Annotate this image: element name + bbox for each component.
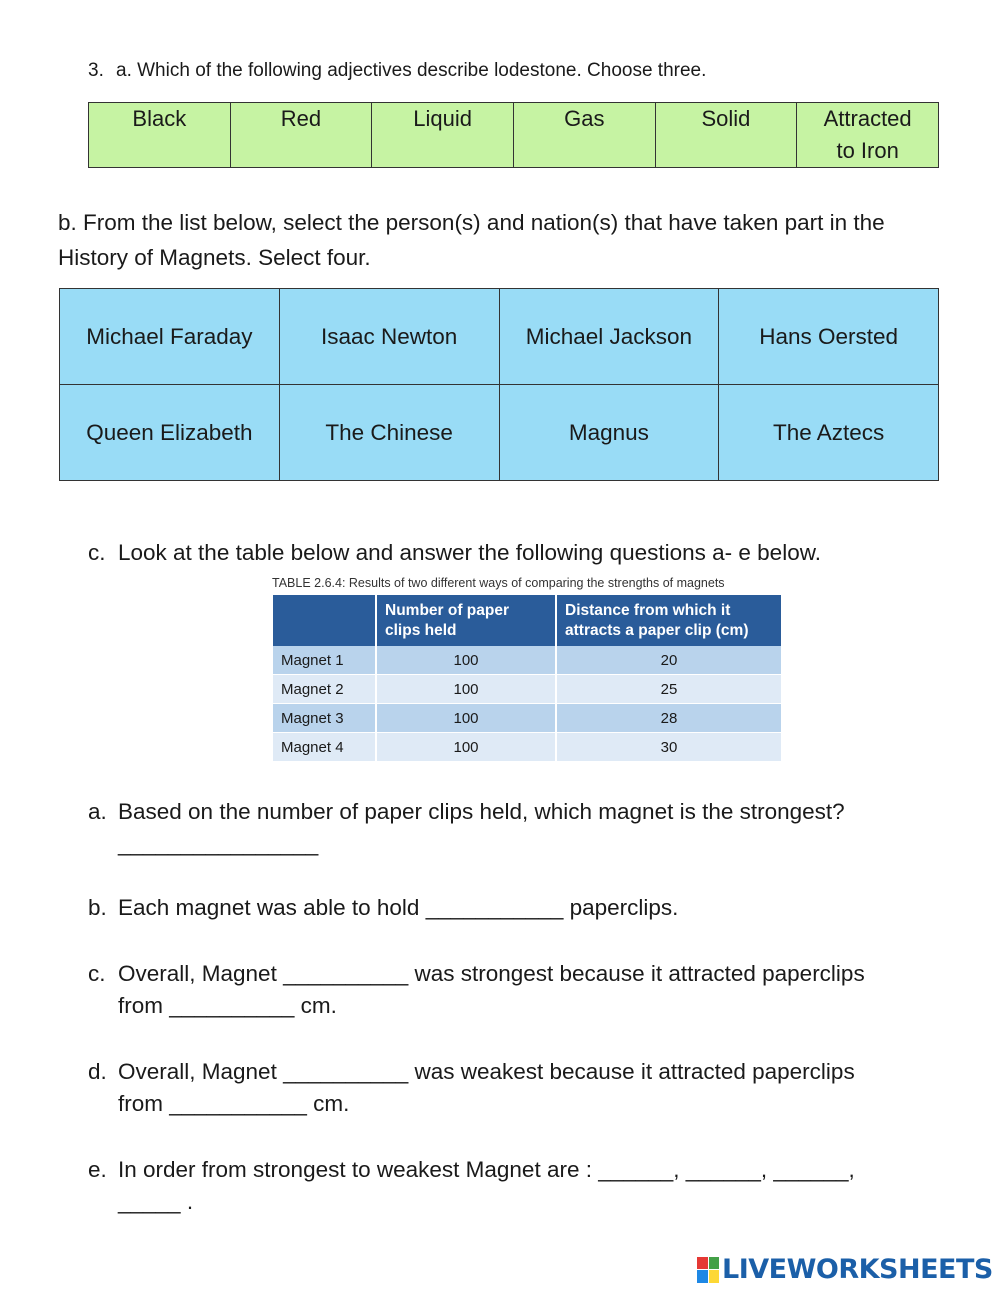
question-letter: e. <box>88 1157 107 1182</box>
row-label: Magnet 2 <box>273 675 376 704</box>
question-number: 3. <box>88 60 104 81</box>
question-c-instructions <box>88 536 821 570</box>
question-letter: b. <box>88 895 107 920</box>
option-cell[interactable]: Michael Jackson <box>499 289 719 385</box>
question-d-line2[interactable]: from ___________ cm. <box>118 1091 350 1116</box>
logo-text: LIVEWORKSHEETS <box>722 1254 993 1285</box>
clips-held-cell: 100 <box>376 675 556 704</box>
logo-square <box>697 1257 708 1270</box>
option-cell[interactable]: Solid <box>655 103 797 168</box>
logo-icon <box>697 1257 719 1283</box>
adjective-options-table <box>88 102 939 168</box>
question-b <box>88 892 948 924</box>
option-cell[interactable]: Black <box>89 103 231 168</box>
logo-square <box>709 1270 720 1283</box>
distance-cell: 28 <box>556 704 781 733</box>
row-label: Magnet 3 <box>273 704 376 733</box>
column-header <box>273 595 376 646</box>
logo-square <box>709 1257 720 1270</box>
table-row <box>273 646 781 675</box>
history-options-table <box>59 288 939 481</box>
option-cell[interactable]: The Chinese <box>279 385 499 481</box>
question-letter: c. <box>88 961 106 986</box>
question-a <box>88 796 948 860</box>
question-c-line2[interactable]: from __________ cm. <box>118 993 337 1018</box>
option-cell[interactable]: Liquid <box>372 103 514 168</box>
table-row <box>273 704 781 733</box>
question-d <box>88 1056 948 1120</box>
row-label: Magnet 1 <box>273 646 376 675</box>
question-letter: d. <box>88 1059 107 1084</box>
question-c <box>88 958 948 1022</box>
logo-square <box>697 1270 708 1283</box>
question-e <box>88 1154 948 1218</box>
distance-cell: 30 <box>556 733 781 762</box>
answer-blank[interactable]: ________________ <box>118 831 319 856</box>
table-caption: TABLE 2.6.4: Results of two different ways of comparing the strengths of magnets <box>272 576 725 590</box>
option-cell[interactable]: Hans Oersted <box>719 289 939 385</box>
distance-cell: 20 <box>556 646 781 675</box>
question-b-history: b. From the list below, select the person(s) and nation(s) that have taken part in the History of Magnets. Select four. <box>58 210 885 270</box>
question-a-text: Based on the number of paper clips held, which magnet is the strongest? <box>118 799 845 824</box>
question-d-line1[interactable]: Overall, Magnet __________ was weakest because it attracted paperclips <box>118 1059 855 1084</box>
row-label: Magnet 4 <box>273 733 376 762</box>
question-letter: c. <box>88 540 106 565</box>
option-cell[interactable]: Gas <box>513 103 655 168</box>
question-3a <box>88 60 706 82</box>
table-row <box>273 733 781 762</box>
table-row <box>273 675 781 704</box>
option-cell[interactable]: Magnus <box>499 385 719 481</box>
option-cell[interactable]: Isaac Newton <box>279 289 499 385</box>
clips-held-cell: 100 <box>376 646 556 675</box>
clips-held-cell: 100 <box>376 704 556 733</box>
liveworksheets-logo <box>697 1254 993 1285</box>
option-cell[interactable]: The Aztecs <box>719 385 939 481</box>
question-c-line1[interactable]: Overall, Magnet __________ was strongest because it attracted paperclips <box>118 961 865 986</box>
question-letter: a. <box>88 799 107 824</box>
distance-cell: 25 <box>556 675 781 704</box>
option-cell[interactable]: Red <box>230 103 372 168</box>
question-e-line1[interactable]: In order from strongest to weakest Magnet are : ______, ______, ______, <box>118 1157 855 1182</box>
question-c-text: Look at the table below and answer the following questions a- e below. <box>118 540 821 565</box>
option-cell[interactable]: Attracted to Iron <box>797 103 939 168</box>
question-3a-text: a. Which of the following adjectives describe lodestone. Choose three. <box>116 60 707 81</box>
question-b-text[interactable]: Each magnet was able to hold ___________ paperclips. <box>118 895 679 920</box>
magnet-results-table <box>273 595 781 762</box>
column-header: Number of paper clips held <box>376 595 556 646</box>
option-cell[interactable]: Queen Elizabeth <box>60 385 280 481</box>
column-header: Distance from which it attracts a paper clip (cm) <box>556 595 781 646</box>
option-cell[interactable]: Michael Faraday <box>60 289 280 385</box>
clips-held-cell: 100 <box>376 733 556 762</box>
question-e-line2[interactable]: _____ . <box>118 1189 194 1214</box>
